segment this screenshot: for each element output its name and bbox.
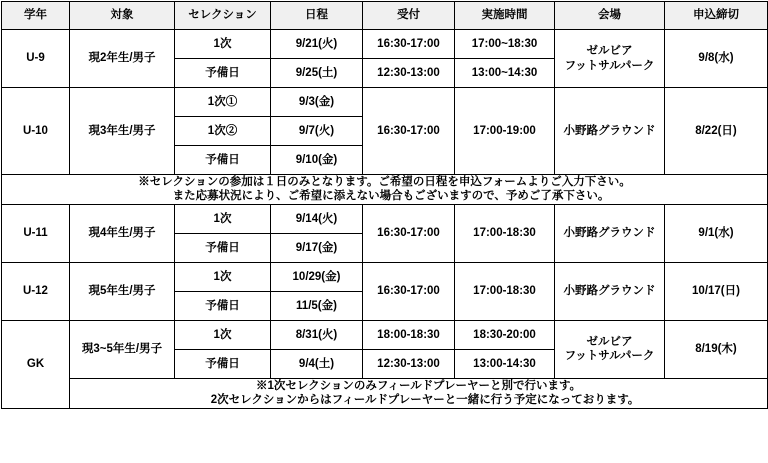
cell-deadline: 8/19(木) (665, 320, 768, 378)
cell-selection: 1次 (175, 204, 271, 233)
cell-venue: 小野路グラウンド (555, 262, 665, 320)
table-header (2, 2, 768, 30)
cell-grade: GK (2, 320, 70, 408)
cell-venue: 小野路グラウンド (555, 204, 665, 262)
cell-date: 8/31(火) (271, 320, 363, 349)
cell-reception: 12:30-13:00 (363, 349, 455, 378)
venue-line-2: フットサルパーク (564, 59, 655, 72)
cell-date: 10/29(金) (271, 262, 363, 291)
cell-reception: 16:30-17:00 (363, 88, 455, 175)
cell-grade: U-9 (2, 30, 70, 88)
table-body (2, 30, 768, 409)
cell-time: 17:00-18:30 (455, 204, 555, 262)
cell-date: 9/4(土) (271, 349, 363, 378)
venue-line-1: ゼルビア (586, 335, 633, 348)
note-line-1: ※1次セレクションのみフィールドプレーヤーと別で行います。 (255, 379, 582, 392)
cell-date: 9/21(火) (271, 30, 363, 59)
header-cell-reception: 受付 (363, 2, 455, 30)
table-row (2, 204, 768, 233)
venue-line-2: フットサルパーク (564, 350, 655, 363)
cell-date: 9/10(金) (271, 146, 363, 175)
note-line-2: 2次セレクションからはフィールドプレーヤーと一緒に行う予定になっております。 (210, 394, 640, 407)
cell-target: 現5年生/男子 (70, 262, 175, 320)
note-u10 (2, 175, 768, 205)
cell-grade: U-12 (2, 262, 70, 320)
cell-venue (555, 30, 665, 88)
table-note-row (2, 175, 768, 205)
cell-target: 現3~5年生/男子 (70, 320, 175, 378)
cell-grade: U-10 (2, 88, 70, 175)
cell-target: 現4年生/男子 (70, 204, 175, 262)
cell-date: 9/14(火) (271, 204, 363, 233)
header-cell-deadline: 申込締切 (665, 2, 768, 30)
cell-selection: 1次 (175, 30, 271, 59)
table-note-row (2, 378, 768, 408)
cell-deadline: 9/1(水) (665, 204, 768, 262)
note-line-2: また応募状況により、ご希望に添えない場合もございますので、予めご了承下さい。 (172, 190, 610, 203)
table-row (2, 88, 768, 117)
note-gk (70, 378, 768, 408)
cell-deadline: 9/8(水) (665, 30, 768, 88)
cell-date: 9/7(火) (271, 117, 363, 146)
cell-time: 13:00-14:30 (455, 349, 555, 378)
cell-selection: 予備日 (175, 233, 271, 262)
cell-selection: 1次② (175, 117, 271, 146)
cell-time: 13:00~14:30 (455, 59, 555, 88)
cell-selection: 予備日 (175, 349, 271, 378)
header-cell-selection: セレクション (175, 2, 271, 30)
header-cell-grade: 学年 (2, 2, 70, 30)
table-row (2, 262, 768, 291)
cell-time: 17:00-18:30 (455, 262, 555, 320)
cell-venue: 小野路グラウンド (555, 88, 665, 175)
cell-reception: 16:30-17:00 (363, 30, 455, 59)
table-row (2, 320, 768, 349)
cell-selection: 1次 (175, 320, 271, 349)
cell-selection: 1次① (175, 88, 271, 117)
cell-date: 11/5(金) (271, 291, 363, 320)
cell-time: 18:30-20:00 (455, 320, 555, 349)
cell-time: 17:00-19:00 (455, 88, 555, 175)
cell-venue (555, 320, 665, 378)
cell-selection: 予備日 (175, 291, 271, 320)
header-cell-target: 対象 (70, 2, 175, 30)
cell-target: 現3年生/男子 (70, 88, 175, 175)
header-cell-venue: 会場 (555, 2, 665, 30)
cell-target: 現2年生/男子 (70, 30, 175, 88)
cell-reception: 16:30-17:00 (363, 204, 455, 262)
header-cell-date: 日程 (271, 2, 363, 30)
cell-reception: 16:30-17:00 (363, 262, 455, 320)
cell-selection: 1次 (175, 262, 271, 291)
cell-date: 9/25(土) (271, 59, 363, 88)
table-row (2, 30, 768, 59)
cell-reception: 12:30-13:00 (363, 59, 455, 88)
header-cell-time: 実施時間 (455, 2, 555, 30)
cell-reception: 18:00-18:30 (363, 320, 455, 349)
cell-selection: 予備日 (175, 59, 271, 88)
table-header-row (2, 2, 768, 30)
cell-date: 9/3(金) (271, 88, 363, 117)
cell-grade: U-11 (2, 204, 70, 262)
cell-deadline: 10/17(日) (665, 262, 768, 320)
venue-line-1: ゼルビア (586, 45, 633, 58)
cell-deadline: 8/22(日) (665, 88, 768, 175)
selection-schedule-table (1, 1, 768, 409)
cell-selection: 予備日 (175, 146, 271, 175)
note-line-1: ※セレクションの参加は１日のみとなります。ご希望の日程を申込フォームよりご入力下さい。 (138, 176, 631, 188)
cell-date: 9/17(金) (271, 233, 363, 262)
cell-time: 17:00~18:30 (455, 30, 555, 59)
